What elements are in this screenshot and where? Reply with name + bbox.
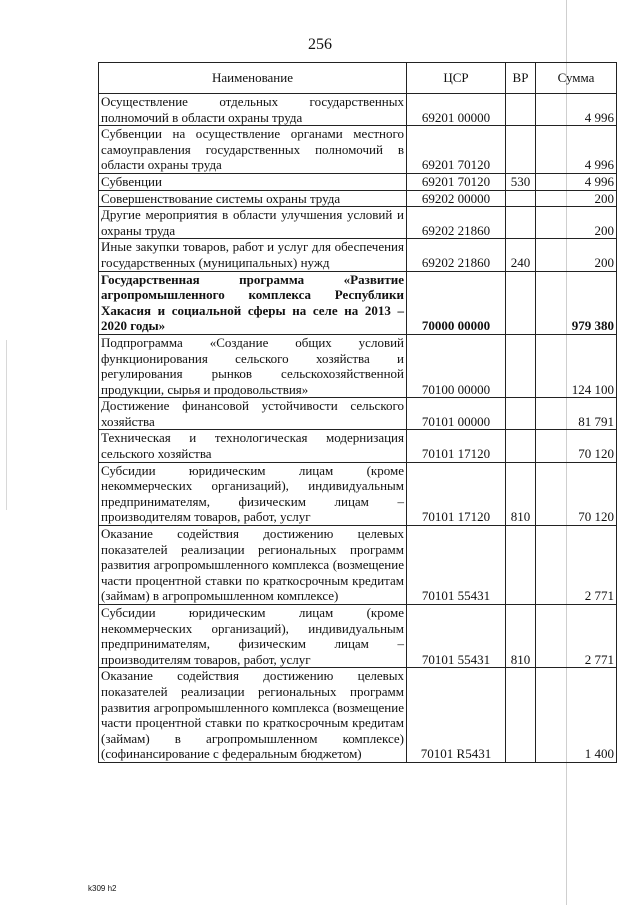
cell-name: Другие мероприятия в области улучшения условий и охраны труда — [99, 207, 407, 239]
cell-name: Иные закупки товаров, работ и услуг для обеспечения государственных (муниципальных) нужд — [99, 239, 407, 271]
cell-sum: 4 996 — [536, 94, 617, 126]
cell-name: Субсидии юридическим лицам (кроме некоммерческих организаций), индивидуальным предпринимателям, физическим лицам – производителям товаров, работ, услуг — [99, 462, 407, 525]
header-csr: ЦСР — [407, 63, 506, 94]
table-row — [99, 668, 617, 763]
cell-csr: 69201 70120 — [407, 173, 506, 190]
cell-csr: 70000 00000 — [407, 271, 506, 334]
cell-vr — [506, 334, 536, 397]
cell-sum: 4 996 — [536, 126, 617, 174]
cell-name: Достижение финансовой устойчивости сельского хозяйства — [99, 398, 407, 430]
table-row — [99, 605, 617, 668]
cell-csr: 69202 21860 — [407, 239, 506, 271]
cell-csr: 70100 00000 — [407, 334, 506, 397]
table-body — [99, 94, 617, 763]
table-row — [99, 173, 617, 190]
cell-csr: 70101 R5431 — [407, 668, 506, 763]
table-header-row — [99, 63, 617, 94]
cell-sum: 124 100 — [536, 334, 617, 397]
header-sum: Сумма — [536, 63, 617, 94]
header-name: Наименование — [99, 63, 407, 94]
cell-vr — [506, 526, 536, 605]
cell-sum: 200 — [536, 239, 617, 271]
cell-sum: 200 — [536, 207, 617, 239]
cell-csr: 70101 55431 — [407, 526, 506, 605]
cell-name: Техническая и технологическая модернизация сельского хозяйства — [99, 430, 407, 462]
cell-sum: 81 791 — [536, 398, 617, 430]
cell-name: Осуществление отдельных государственных полномочий в области охраны труда — [99, 94, 407, 126]
cell-sum: 4 996 — [536, 173, 617, 190]
table-row — [99, 526, 617, 605]
cell-csr: 69201 00000 — [407, 94, 506, 126]
page-number: 256 — [308, 36, 332, 53]
cell-vr: 810 — [506, 462, 536, 525]
cell-sum: 70 120 — [536, 462, 617, 525]
cell-vr — [506, 398, 536, 430]
cell-name: Субвенции — [99, 173, 407, 190]
table-row — [99, 239, 617, 271]
table-row — [99, 94, 617, 126]
cell-sum: 979 380 — [536, 271, 617, 334]
cell-vr: 240 — [506, 239, 536, 271]
table-row — [99, 430, 617, 462]
footer-code: k309 h2 — [88, 884, 117, 893]
cell-vr — [506, 94, 536, 126]
cell-name: Подпрограмма «Создание общих условий функционирования сельского хозяйства и регулирования рынков сельскохозяйственной продукции, сырья и продовольствия» — [99, 334, 407, 397]
cell-sum: 1 400 — [536, 668, 617, 763]
cell-vr — [506, 190, 536, 207]
cell-vr — [506, 430, 536, 462]
cell-csr: 70101 17120 — [407, 462, 506, 525]
table-row — [99, 398, 617, 430]
table-row — [99, 207, 617, 239]
cell-vr — [506, 271, 536, 334]
cell-csr: 70101 00000 — [407, 398, 506, 430]
cell-vr — [506, 126, 536, 174]
cell-vr — [506, 668, 536, 763]
cell-name: Государственная программа «Развитие агропромышленного комплекса Республики Хакасия и социальной сферы на селе на 2013 – 2020 годы» — [99, 271, 407, 334]
table-row — [99, 334, 617, 397]
cell-name: Оказание содействия достижению целевых показателей реализации региональных программ развития агропромышленного комплекса (возмещение части процентной ставки по краткосрочным кредитам (займам) в агропромышленном комплексе) (софинансирование с федеральным бюджетом) — [99, 668, 407, 763]
cell-sum: 70 120 — [536, 430, 617, 462]
margin-mark — [6, 340, 7, 510]
table-row — [99, 126, 617, 174]
cell-sum: 2 771 — [536, 526, 617, 605]
cell-csr: 69201 70120 — [407, 126, 506, 174]
cell-csr: 69202 00000 — [407, 190, 506, 207]
cell-sum: 200 — [536, 190, 617, 207]
table-row — [99, 462, 617, 525]
cell-name: Совершенствование системы охраны труда — [99, 190, 407, 207]
cell-vr: 810 — [506, 605, 536, 668]
cell-name: Оказание содействия достижению целевых показателей реализации региональных программ развития агропромышленного комплекса (возмещение части процентной ставки по краткосрочным кредитам (займам) в агропромышленном комплексе) — [99, 526, 407, 605]
cell-csr: 69202 21860 — [407, 207, 506, 239]
budget-table — [98, 62, 617, 763]
header-vr: ВР — [506, 63, 536, 94]
cell-sum: 2 771 — [536, 605, 617, 668]
table-row — [99, 271, 617, 334]
cell-vr — [506, 207, 536, 239]
cell-name: Субвенции на осуществление органами местного самоуправления государственных полномочий в области охраны труда — [99, 126, 407, 174]
cell-csr: 70101 55431 — [407, 605, 506, 668]
cell-name: Субсидии юридическим лицам (кроме некоммерческих организаций), индивидуальным предпринимателям, физическим лицам – производителям товаров, работ, услуг — [99, 605, 407, 668]
cell-vr: 530 — [506, 173, 536, 190]
table-row — [99, 190, 617, 207]
cell-csr: 70101 17120 — [407, 430, 506, 462]
